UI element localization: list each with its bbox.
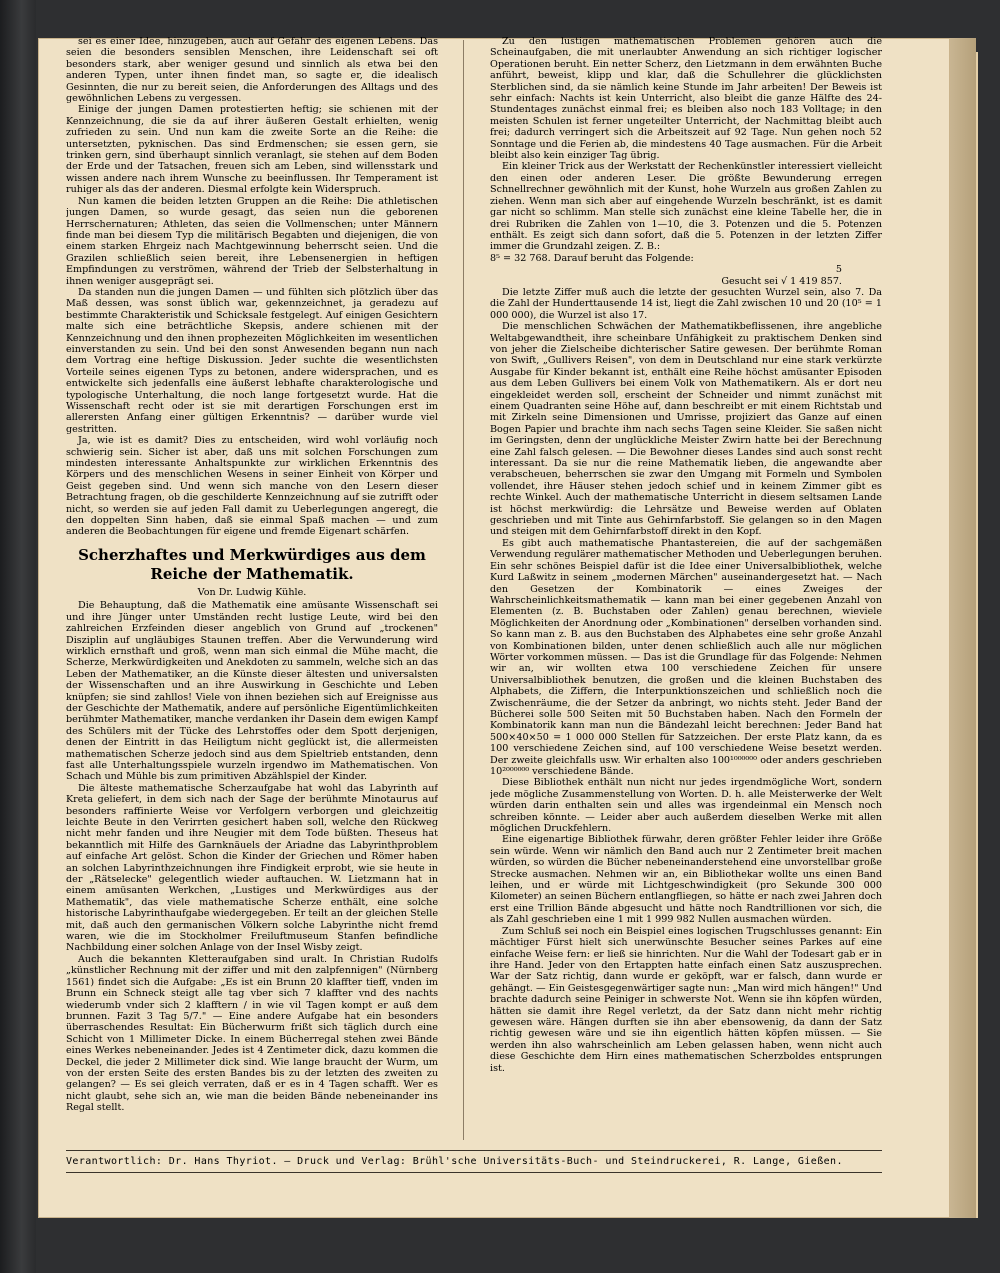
bottom-binder [38,1218,978,1273]
paragraph: Die menschlichen Schwächen der Mathematikbeflissenen, ihre angebliche Weltabgewandtheit, ihre scheinbare Unfähigkeit zu praktischem Denken sind von jeher die Zielscheibe dichterischer Satire gewesen. Der berühmte Roman von Swift, „Gullivers Reisen", von dem in Deutschland nur eine stark verkürzte Ausgabe für Kinder bekannt ist, enthält eine Reihe höchst amüsanter Episoden aus dem Leben Gullivers bei einem Volk von Mathematikern. Als er dort neu eingekleidet werden soll, erscheint der Schneider und nimmt zunächst mit einem Quadranten seine Höhe auf, dann beschreibt er mit einem Richtstab und mit Zirkeln seine Dimensionen und Umrisse, projiziert das Ganze auf einen Bogen Papier und brachte ihm nach sechs Tagen seine Kleider. Sie saßen nicht im Geringsten, denn der unglückliche Meister Zwirn hatte bei der Berechnung eine Zahl falsch gelesen. — Die Bewohner dieses Landes sind auch sonst recht interessant. Da sie nur die reine Mathematik lieben, die angewandte aber verabscheuen, beherrschen sie zwar den Umgang mit Formeln und Symbolen vollendet, ihre Häuser stehen jedoch schief und in keinem Zimmer gibt es rechte Winkel. Auch der mathematische Unterricht in diesem seltsamen Lande ist höchst merkwürdig: die Lehrsätze und Beweise werden auf Oblaten geschrieben und mit Tinte aus Gehirnfarbstoff. Sie gelangen so in den Magen und steigen mit dem Gehirnfarbstoff direkt in den Kopf. [490,321,882,538]
imprint-footer: Verantwortlich: Dr. Hans Thyriot. — Druck und Verlag: Brühl'sche Universitäts-Buch- und Steindruckerei, R. Lange, Gießen. [66,1156,843,1167]
paragraph: Die älteste mathematische Scherzaufgabe hat wohl das Labyrinth auf Kreta geliefert, in dem sich nach der Sage der berühmte Minotaurus auf besonders raffinierte Weise vor Verfolgern verborgen und gleichzeitig leichte Beute in den Verirrten gesichert haben soll, welche den Rückweg nicht mehr fanden und ihre Neugier mit dem Tode büßten. Theseus hat bekanntlich mit Hilfe des Garnknäuels der Ariadne das Labyrinthproblem auf einfache Art gelöst. Schon die Kinder der Griechen und Römer haben an solchen Labyrinthzeichnungen ihre Findigkeit erprobt, wie sie heute in der „Rätselecke" gelegentlich wieder auftauchen. W. Lietzmann hat in einem amüsanten Werkchen, „Lustiges und Merkwürdiges aus der Mathematik", das viele mathematische Scherze enthält, eine solche historische Labyrinthaufgabe wiedergegeben. Er teilt an der gleichen Stelle mit, daß auch den germanischen Völkern solche Labyrinthe nicht fremd waren, wie die im Stockholmer Freiluftmuseum Stanfen befindliche Nachbildung einer solchen Anlage von der Insel Wisby zeigt. [66,782,438,954]
column-divider [463,40,464,1140]
paragraph: Die letzte Ziffer muß auch die letzte der gesuchten Wurzel sein, also 7. Da die Zahl der Hunderttausende 14 ist, liegt die Zahl zwischen 10 und 20 (10⁵ = 1 000 000), die Wurzel ist also 17. [490,286,882,321]
article-title: Scherzhaftes und Merkwürdiges aus dem Reiche der Mathematik. [78,545,426,583]
paragraph: Ja, wie ist es damit? Dies zu entscheiden, wird wohl vorläufig noch schwierig sein. Sicher ist aber, daß uns mit solchen Forschungen zum mindesten interessante Anhaltspunkte zur wirklichen Erkenntnis des Körpers und des menschlichen Wesens in seiner Einheit von Körper und Geist gegeben sind. Und wenn sich manche von den Lesern dieser Betrachtung fragen, ob die geschilderte Kennzeichnung auf sie zutrifft oder nicht, so werden sie auf jeden Fall damit zu Ueberlegungen angeregt, die den doppelten Sinn haben, daß sie einmal Spaß machen — und zum anderen die Beobachtungen für eigene und fremde Eigenart schärfen. [66,435,438,538]
footer-rule-bottom [66,1172,882,1173]
paragraph: Es gibt auch mathematische Phantastereien, die auf der sachgemäßen Verwendung regulärer mathematischer Methoden und Ueberlegungen beruhen. Ein sehr schönes Beispiel dafür ist die Idee einer Universalbibliothek, welche Kurd Laßwitz in seinem „modernen Märchen" auseinandergesetzt hat. — Nach den Gesetzen der Kombinatorik — eines Zweiges der Wahrscheinlichkeitsmathematik — kann man bei einer gegebenen Anzahl von Elementen (z. B. Buchstaben oder Zahlen) genau berechnen, wieviele Möglichkeiten der Anordnung oder „Kombinationen" derselben vorhanden sind. So kann man z. B. aus den Buchstaben des Alphabetes eine sehr große Anzahl von Kombinationen bilden, unter denen schließlich auch alle nur möglichen Wörter vorkommen müssen. — Das ist die Grundlage für das Folgende: Nehmen wir an, wir wollten etwa 100 verschiedene Zeichen für unsere Universalbibliothek benutzen, die großen und die kleinen Buchstaben des Alphabets, die Ziffern, die Interpunktionszeichen und schließlich noch die Zwischenräume, die der Setzer da anbringt, wo nichts steht. Jeder Band der Bücherei solle 500 Seiten mit 50 Buchstaben haben. Nach den Formeln der Kombinatorik kann man nun die Bändezahl leicht berechnen: Jeder Band hat 500×40×50 = 1 000 000 Stellen für Satzzeichen. Der erste Platz kann, da es 100 verschiedene Zeichen sind, auf 100 verschiedene Weise besetzt werden. Der zweite gleichfalls usw. Wir erhalten also 100¹⁰⁰⁰⁰⁰⁰ oder anders geschrieben 10²⁰⁰⁰⁰⁰⁰ verschiedene Bände. [490,537,882,777]
byline: Von Dr. Ludwig Kühle. [197,586,307,598]
right-column [490,36,882,1148]
paragraph: Auch die bekannten Kletteraufgaben sind uralt. In Christian Rudolfs „künstlicher Rechnung mit der ziffer und mit den zalpfennigen" (Nürnberg 1561) findet sich die Aufgabe: „Es ist ein Brunn 20 klaffter tieff, vnden im Brunn ein Schneck steigt alle tag vber sich 7 klaffter vnd des nachts wiederumb vnder sich 2 klafftern / in wie vil Tagen kompt er auß dem brunnen. Fazit 3 Tag 5/7." — Eine andere Aufgabe hat ein besonders überraschendes Resultat: Ein Bücherwurm frißt sich täglich durch eine Schicht von 1 Millimeter Dicke. In einem Bücherregal stehen zwei Bände eines Werkes nebeneinander. Jedes ist 4 Zentimeter dick, dazu kommen die Deckel, die jeder 2 Millimeter dick sind. Wie lange braucht der Wurm, um von der ersten Seite des ersten Bandes bis zu der letzten des zweiten zu gelangen? — Es sei gleich verraten, daß er es in 4 Tagen schafft. Wer es nicht glaubt, sehe sich an, wie man die beiden Bände nebeneinander ins Regal stellt. [66,953,438,1114]
paragraph: Zum Schluß sei noch ein Beispiel eines logischen Trugschlusses genannt: Ein mächtiger Fürst hielt sich unerwünschte Besucher seines Parkes auf eine einfache Weise fern: er ließ sie hinrichten. Nur die Wahl der Todesart gab er in ihre Hand. Jeder von den Ertappten hatte einfach einen Satz auszusprechen. War der Satz richtig, dann wurde er geköpft, war er falsch, dann wurde er gehängt. — Ein Geistesgegenwärtiger sagte nun: „Man wird mich hängen!" Und brachte dadurch seine Peiniger in schwerste Not. Wenn sie ihn köpfen würden, hätten sie damit ihre Regel verletzt, da der Satz dann nicht mehr richtig gewesen wäre. Hängen durften sie ihn aber ebensowenig, da dann der Satz richtig gewesen wäre und sie ihn eigentlich hätten köpfen müssen. — Sie werden ihn also wahrscheinlich am Leben gelassen haben, wenn nicht auch diese Geschichte dem Hirn eines mathematischen Scherzboldes entsprungen ist. [490,925,882,1074]
paragraph: sei es einer Idee, hinzugeben, auch auf Gefahr des eigenen Lebens. Das seien die besonders sensiblen Menschen, ihre Leidenschaft sei oft besonders stark, aber weniger gesund und sinnlich als etwa bei den anderen Typen, unter ihnen findet man, so sagte er, die idealisch Gesinnten, die nur zu bereit seien, die Anforderungen des Alltags und des gewöhnlichen Lebens zu vergessen. [66,36,438,105]
paragraph: Die Behauptung, daß die Mathematik eine amüsante Wissenschaft sei und ihre Jünger unter Umständen recht lustige Leute, wird bei den zahlreichen Erzfeinden dieser angeblich von Grund auf „trockenen" Disziplin auf ungläubiges Staunen treffen. Aber die Verwunderung wird wirklich ernsthaft und groß, wenn man sich einmal die Mühe macht, die Scherze, Merkwürdigkeiten und Anekdoten zu sammeln, welche sich an das Leben der Mathematiker, an die Künste dieser ältesten und universalsten der Wissenschaften und an ihre Auswirkung in Geschichte und Leben knüpfen; sie sind zahllos! Viele von ihnen beziehen sich auf Ereignisse aus der Geschichte der Mathematik, andere auf persönliche Eigentümlichkeiten berühmter Mathematiker, manche verdanken ihr Dasein dem ewigen Kampf des Schülers mit der Tücke des Lehrstoffes oder dem Spott derjenigen, denen der Eintritt in das Heiligtum nicht geglückt ist, die allermeisten mathematischen Scherze jedoch sind aus dem Spieltrieb entstanden, denn fast alle Unterhaltungsspiele wurzeln irgendwo im Mathematischen. Von Schach und Mühle bis zum primitiven Abzählspiel der Kinder. [66,600,438,783]
root-index: 5 [835,264,842,276]
paragraph: Zu den lustigen mathematischen Problemen gehören auch die Scheinaufgaben, die mit unerlaubter Anwendung an sich richtiger logischer Operationen beruht. Ein netter Scherz, den Lietzmann in dem erwähnten Buche anführt, beweist, klipp und klar, daß die Schullehrer die glücklichsten Sterblichen sind, da sie nämlich keine Stunde im Jahr arbeiten! Der Beweis ist sehr einfach: Nachts ist kein Unterricht, also bleibt die ganze Hälfte des 24-Stundentages zunächst einmal frei; es bleiben also noch 183 Volltage; in den meisten Schulen ist ferner ungeteilter Unterricht, der Nachmittag bleibt auch frei; dadurch verringert sich die Arbeitszeit auf 92 Tage. Nun gehen noch 52 Sonntage und die Ferien ab, die mindestens 40 Tage ausmachen. Für die Arbeit bleibt also kein einziger Tag übrig. [490,36,882,162]
paragraph: Diese Bibliothek enthält nun nicht nur jedes irgendmögliche Wort, sondern jede mögliche Zusammenstellung von Worten. D. h. alle Meisterwerke der Welt würden darin enthalten sein und alles was irgendeinmal ein Mensch noch schreiben könnte. — Leider aber auch außerdem dieselben Werke mit allen möglichen Druckfehlern. [490,777,882,835]
binder-edge [0,0,36,1273]
footer-rule-top [66,1150,882,1151]
paragraph: Einige der jungen Damen protestierten heftig; sie schienen mit der Kennzeichnung, die sie da auf ihrer äußeren Gestalt erhielten, wenig zufrieden zu sein. Und nun kam die zweite Sorte an die Reihe: die untersetzten, pyknischen. Das sind Erdmenschen; sie essen gern, sie trinken gern, sind überhaupt sinnlich veranlagt, sie stehen auf dem Boden der Erde und der Tatsachen, freuen sich am Leben, sind willensstark und wissen andere nach ihrem Wunsche zu beeinflussen. Ihr Temperament ist ruhiger als das der anderen. Diesmal erfolgte kein Widerspruch. [66,104,438,196]
page-side-strip [950,38,976,1218]
left-column [66,36,438,1148]
paragraph: Eine eigenartige Bibliothek fürwahr, deren größter Fehler leider ihre Größe sein würde. Wenn wir nämlich den Band auch nur 2 Zentimeter breit machen würden, so würden die Bücher nebeneinanderstehend eine unvorstellbar große Strecke ausmachen. Nehmen wir an, ein Bibliothekar wollte uns einen Band leihen, und er würde mit Lichtgeschwindigkeit (pro Sekunde 300 000 Kilometer) an seinen Büchern entlangfliegen, so hätte er nach zwei Jahren doch erst eine Trillion Bände abgesucht und hätte noch Randtrillionen vor sich, die als Zahl geschrieben eine 1 mit 1 999 982 Nullen ausmachen würden. [490,834,882,926]
formula-root: Gesucht sei √ 1 419 857. [721,275,842,287]
paragraph: Nun kamen die beiden letzten Gruppen an die Reihe: Die athletischen jungen Damen, so wurde gesagt, das seien nun die geborenen Herrschernaturen; Athleten, das seien die Vollmenschen; unter Männern finde man bei diesem Typ die militärisch Begabten und diejenigen, die von einem starken Ehrgeiz nach Machtgewinnung beherrscht seien. Und die Grazilen schließlich seien bereit, ihre Lebensenergien in heftigen Empfindungen zu verströmen, während der Trieb der Selbsterhaltung in ihnen weniger ausgeprägt sei. [66,195,438,287]
paragraph: Da standen nun die jungen Damen — und fühlten sich plötzlich über das Maß dessen, was sonst üblich war, gekennzeichnet, ja geradezu auf bestimmte Charakteristik und Schicksale festgelegt. Auf einigen Gesichtern malte sich eine beträchtliche Skepsis, andere schienen mit der Kennzeichnung und den ihnen prophezeiten Möglichkeiten im wesentlichen einverstanden zu sein. Und bei den sonst Anwesenden begann nun nach dem Vortrag eine heftige Diskussion. Jeder suchte die wesentlichsten Vorteile seines eigenen Typs zu betonen, andere widersprachen, und es entwickelte sich jedenfalls eine äußerst lebhafte charakterologische und typologische Unterhaltung, die noch lange fortgesetzt wurde. Hat die Wissenschaft recht oder ist sie mit derartigen Forschungen erst im allerersten Anfang einer gültigen Erkenntnis? — darüber wurde viel gestritten. [66,286,438,435]
paragraph: Ein kleiner Trick aus der Werkstatt der Rechenkünstler interessiert vielleicht den einen oder anderen Leser. Die größte Bewunderung erregen Schnellrechner gewöhnlich mit der Kunst, hohe Wurzeln aus großen Zahlen zu ziehen. Wenn man sich aber auf eingehende Wurzeln beschränkt, ist es damit gar nicht so schlimm. Man stelle sich zunächst eine kleine Tabelle her, die in drei Rubriken die Zahlen von 1—10, die 3. Potenzen und die 5. Potenzen enthält. Es zeigt sich dann sofort, daß die 5. Potenzen in der letzten Ziffer immer die Grundzahl zeigen. Z. B.: [490,161,882,253]
formula-line: 8⁵ = 32 768. Darauf beruht das Folgende: [490,252,694,264]
